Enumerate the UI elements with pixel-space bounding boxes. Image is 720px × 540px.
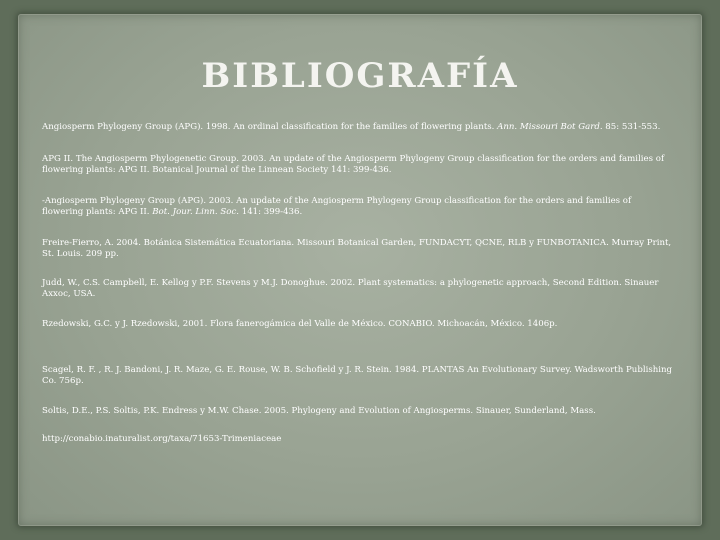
reference-link[interactable]: http://conabio.inaturalist.org/taxa/71653-Trimeniaceae <box>42 434 282 444</box>
reference-item: -Angiosperm Phylogeny Group (APG). 2003. An update of the Angiosperm Phylogeny Group classification for the orders and families of flowering plants: APG II. Bot. Jour. Linn. Soc. 141: 399-436. <box>42 196 632 217</box>
reference-item: Freire-Fierro, A. 2004. Botánica Sistemática Ecuatoriana. Missouri Botanical Garden, FUNDACYT, QCNE, RLB y FUNBOTANICA. Murray Print, St. Louis. 209 pp. <box>42 238 672 259</box>
reference-item: Scagel, R. F. , R. J. Bandoni, J. R. Maze, G. E. Rouse, W. B. Schofield y J. R. Stein. 1984. PLANTAS An Evolutionary Survey. Wadsworth Publishing Co. 756p. <box>42 365 673 386</box>
reference-item: APG II. The Angiosperm Phylogenetic Group. 2003. An update of the Angiosperm Phylogeny Group classification for the orders and families of flowering plants: APG II. Botanical Journal of the Linnean Society 141: 399-436. <box>42 154 665 175</box>
reference-item: Judd, W., C.S. Campbell, E. Kellog y P.F. Stevens y M.J. Donoghue. 2002. Plant systematics: a phylogenetic approach, Second Edition. Sinauer Axxoc, USA. <box>42 278 659 299</box>
reference-item: Angiosperm Phylogeny Group (APG). 1998. An ordinal classification for the families of flowering plants. Ann. Missouri Bot Gard. 85: 531-553. <box>42 122 661 132</box>
reference-item: Rzedowski, G.C. y J. Rzedowski, 2001. Flora fanerogámica del Valle de México. CONABIO. Michoacán, México. 1406p. <box>42 319 558 329</box>
page-title: BIBLIOGRAFÍA <box>201 56 519 96</box>
reference-item: Soltis, D.E., P.S. Soltis, P.K. Endress y M.W. Chase. 2005. Phylogeny and Evolution of Angiosperms. Sinauer, Sunderland, Mass. <box>42 406 596 416</box>
